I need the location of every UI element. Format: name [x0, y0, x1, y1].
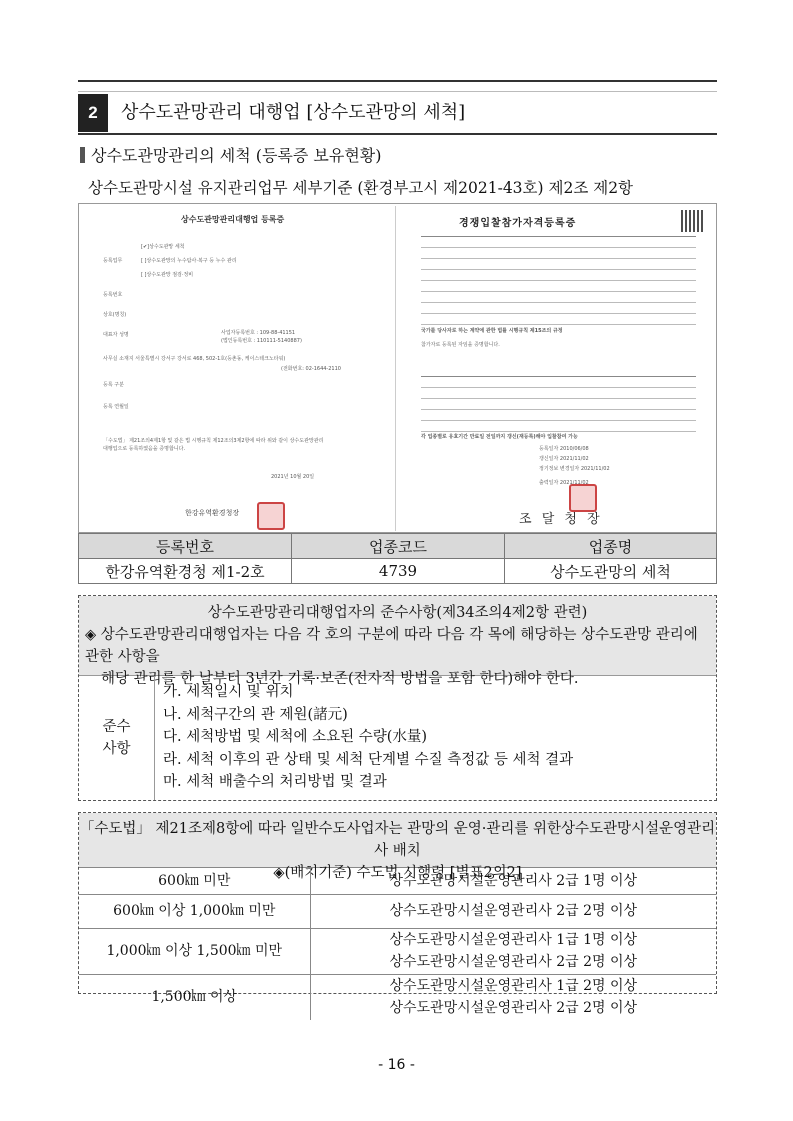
staff-requirement: 상수도관망시설운영관리사 1급 2명 이상 상수도관망시설운영관리사 2급 2명 이상: [310, 974, 716, 1020]
table-row: [79, 894, 716, 928]
left-certificate-title: 상수도관망관리대행업 등록증: [181, 215, 285, 224]
official-seal-icon: [257, 502, 285, 530]
header-registration-number: 등록번호: [79, 534, 292, 559]
list-item: 다. 세척방법 및 세척에 소요된 수량(水量): [163, 729, 428, 745]
standard-reference: 상수도관망시설 유지관리업무 세부기준 (환경부고시 제2021-43호) 제2조 제2항: [88, 179, 634, 197]
pipe-length-range: 1,000㎞ 이상 1,500㎞ 미만: [79, 928, 310, 974]
section-number: 2: [78, 94, 108, 132]
compliance-title: 상수도관망관리대행업자의 준수사항(제34조의4제2항 관련): [207, 605, 588, 621]
list-item: 나. 세척구간의 관 제원(諸元): [163, 706, 348, 723]
qr-code-icon: [681, 210, 703, 232]
water-law-header-line2: ◈(배치기준) 수도법 시행령 [별표2의2]: [273, 865, 522, 881]
section-header: [78, 91, 717, 135]
compliance-header: [79, 596, 716, 687]
water-law-header-line1: 「수도법」 제21조제8항에 따라 일반수도사업자는 관망의 운영·관리를 위한상수도관망시설운영관리사 배치: [79, 821, 716, 859]
top-rule: [78, 80, 717, 82]
table-row: [79, 868, 716, 894]
pipe-length-range: 1,500㎞ 이상: [79, 974, 310, 1020]
table-row: [79, 974, 716, 1020]
subheading-text: 상수도관망관리의 세척 (등록증 보유현황): [91, 146, 382, 165]
compliance-description-line2: 해당 관리를 한 날부터 3년간 기록·보존(전자적 방법을 포함 한다)해야 한다.: [101, 671, 579, 687]
subheading: [80, 146, 382, 166]
water-law-box: [78, 812, 717, 1017]
pipe-length-range: 600㎞ 미만: [79, 868, 310, 894]
staff-requirement: 상수도관망시설운영관리사 2급 2명 이상: [310, 894, 716, 928]
right-certificate-issuer: 조 달 청 장: [519, 512, 603, 527]
table-row: [79, 559, 717, 584]
compliance-items: [163, 681, 573, 794]
registration-table: [78, 533, 717, 584]
registration-certificate-image: 상수도관망관리대행업 등록증 [✔]상수도관망 세척 등록업무 [ ]상수도관망의 누수탐사·복구 등 누수 관리 [ ]상수도관망 점검·정비 등록번호 상호(명칭) 대표자 성명 사업자등록번호 : 109-88-41151 (법인등록번호 : 110111-5140887) 사무실 소재지 서울특별시 강서구 강서로 468, 502-1호(등촌동, 케이스테크노타워) (전화번호: 02-1644-2110 등록 구분 등록 연월일 「수도법」 제21조의4제1항 및 같은 법 시행규칙 제12조의3제2항에 따라 위와 같이 상수도관망관리 대행업으로 등록하였음을 증명합니다. 2021년 10월 20일 한강유역환경청장: [81, 206, 396, 531]
staff-requirement: 상수도관망시설운영관리사 1급 1명 이상 상수도관망시설운영관리사 2급 2명 이상: [310, 928, 716, 974]
list-item: 마. 세척 배출수의 처리방법 및 결과: [163, 774, 387, 790]
table-row: [79, 928, 716, 974]
list-item: 가. 세척일시 및 위치: [163, 684, 294, 700]
compliance-description-line1: ◈ 상수도관망관리대행업자는 다음 각 호의 구분에 따라 다음 각 목에 해당하는 상수도관망 관리에 관한 사항을: [85, 627, 698, 665]
license-grid: [421, 376, 696, 432]
bullet-bar-icon: [80, 147, 85, 163]
cell-industry-code: 4739: [292, 559, 505, 584]
certificate-images: [78, 203, 717, 533]
procurement-seal-icon: [569, 484, 597, 512]
page-number: - 16 -: [378, 1057, 415, 1073]
cell-registration-number: 한강유역환경청 제1-2호: [79, 559, 292, 584]
cell-industry-name: 상수도관망의 세척: [505, 559, 717, 584]
registration-grid: [421, 236, 696, 325]
staff-requirement: 상수도관망시설운영관리사 2급 1명 이상: [310, 868, 716, 894]
bidding-certificate-image: 경쟁입찰참가자격등록증 국가를 당사자로 하는 계약에 관한 법률 시행규칙 제15조의 규정 참가자로 등록된 자임을 증명합니다. 각 업종별로 유효기간 만료일 전일까지 갱신(재등록)해야 입찰참여 가능 등록일자 2010/06/08 갱신일자 2021/11/02 정기정보 변경일자 2021/11/02 출력일자 2021/11/02 조 달 청 장: [399, 206, 715, 531]
list-item: 라. 세척 이후의 관 상태 및 세척 단계별 수질 측정값 등 세척 결과: [163, 751, 574, 768]
left-certificate-issuer: 한강유역환경청장: [185, 509, 240, 517]
staffing-table: [79, 868, 716, 1020]
right-certificate-title: 경쟁입찰참가자격등록증: [459, 218, 577, 229]
table-header-row: [79, 534, 717, 559]
pipe-length-range: 600㎞ 이상 1,000㎞ 미만: [79, 894, 310, 928]
compliance-label: 준수 사항: [79, 676, 155, 800]
header-industry-name: 업종명: [505, 534, 717, 559]
header-industry-code: 업종코드: [292, 534, 505, 559]
section-title: 상수도관망관리 대행업 [상수도관망의 세척]: [121, 102, 466, 123]
compliance-box: [78, 595, 717, 801]
